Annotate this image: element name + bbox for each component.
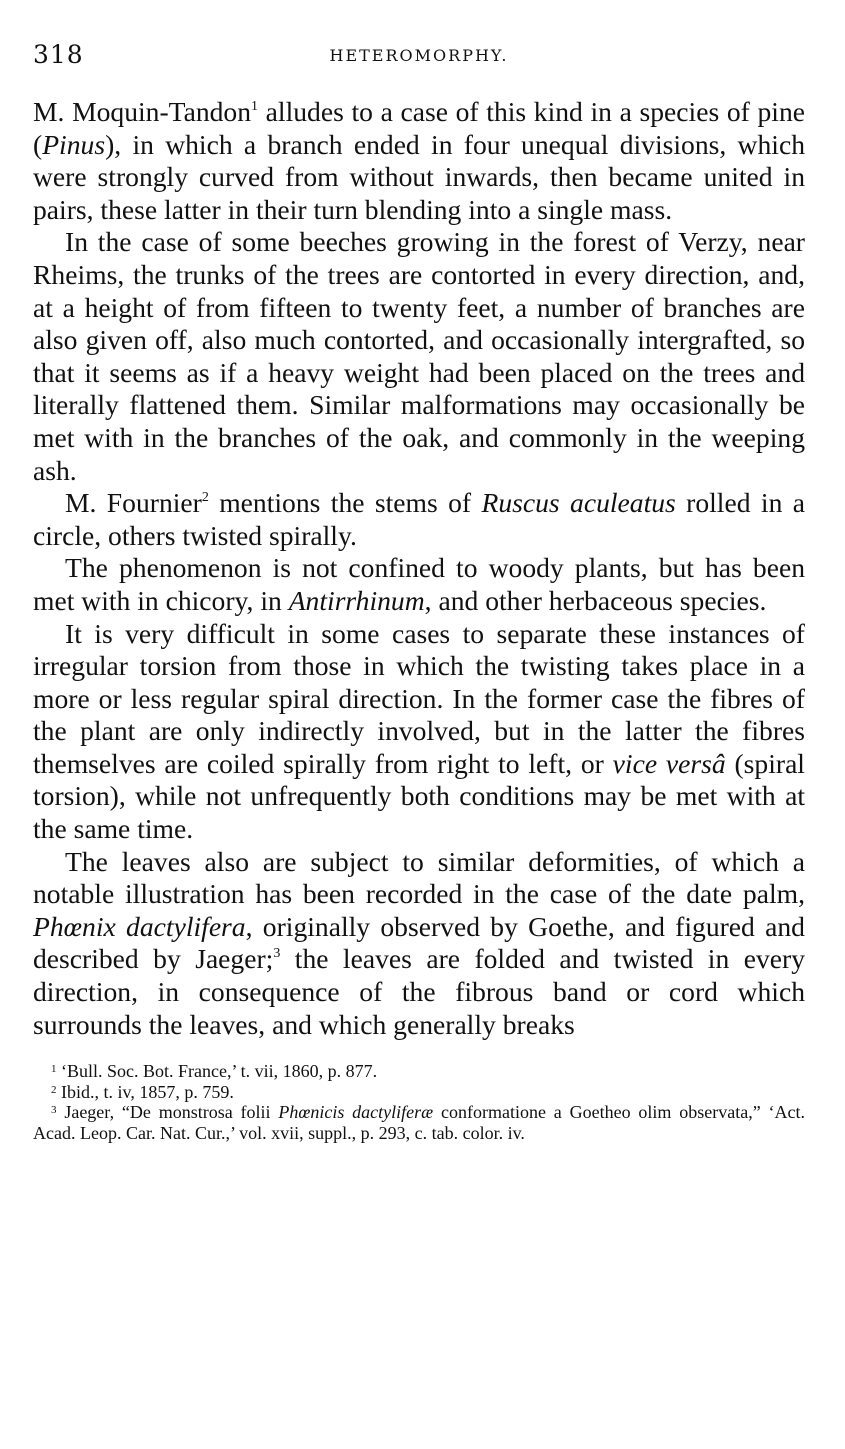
running-head: HETEROMORPHY. — [329, 46, 509, 65]
text-run: It is very difficult in some cases to separate these instances of irregular torsion from those in which the twisting takes place in a more or less regular spiral direction. In the former case the fibres of the plant are only indirectly involved, but in the latter the fibres themselves are coiled spirally from right to left, or — [33, 617, 805, 779]
paragraph — [33, 552, 805, 617]
text-run: ), in which a branch ended in four unequal divisions, which were strongly curved from without inwards, then became united in pairs, these latter in their turn blending into a single mass. — [33, 128, 805, 225]
footnote — [33, 1061, 805, 1082]
footnote-marker: 1 — [251, 99, 259, 114]
footnote-marker: 1 — [51, 1063, 57, 1076]
footnote — [33, 1102, 805, 1143]
italic-term: Phœnicis dactyliferæ — [278, 1102, 434, 1123]
text-run: Ibid., t. iv, 1857, p. 759. — [56, 1081, 234, 1102]
footnote-marker: 3 — [51, 1104, 57, 1117]
text-run: rolled in a circle, others twisted spirally. — [33, 487, 805, 551]
paragraph — [33, 487, 805, 552]
italic-term: Phœnix dactylifera — [33, 910, 246, 942]
italic-term: Ruscus aculeatus — [481, 487, 676, 519]
italic-term: Antirrhinum — [288, 584, 425, 616]
text-run: (spiral torsion), while not unfrequently both conditions may be met with at the same time. — [33, 747, 805, 845]
footnote-marker: 3 — [273, 946, 281, 962]
italic-term: vice versâ — [612, 747, 726, 779]
text-run: mentions the stems of — [208, 487, 482, 519]
page-header — [33, 40, 805, 74]
footnotes — [33, 1061, 805, 1143]
text-run: , originally observed by Goethe, and figured and described by Jaeger; — [33, 910, 805, 975]
paragraph — [33, 96, 805, 226]
text-run: alludes to a case of this kind in a species of pine ( — [33, 96, 805, 160]
paragraph — [33, 846, 805, 1042]
footnote-marker: 2 — [51, 1083, 57, 1096]
page-number: 318 — [33, 40, 84, 69]
body-text — [33, 96, 805, 1041]
text-run: the leaves are folded and twisted in every direction, in consequence of the fibrous band or cord which surrounds the leaves, and which generally breaks — [33, 943, 805, 1040]
text-run: The phenomenon is not confined to woody plants, but has been met with in chicory, in — [33, 552, 805, 616]
text-run: , and other herbaceous species. — [424, 584, 767, 616]
footnote — [33, 1082, 805, 1103]
text-run: The leaves also are subject to similar deformities, of which a notable illustration has been recorded in the case of the date palm, — [33, 845, 805, 910]
paragraph — [33, 618, 805, 846]
text-run: M. Fournier — [65, 487, 202, 519]
paragraph — [33, 226, 805, 487]
text-run: Jaeger, “De monstrosa folii — [56, 1102, 279, 1123]
book-page — [33, 40, 805, 1143]
text-run: conformatione a Goetheo olim observata,” ‘Act. Acad. Leop. Car. Nat. Cur.,’ vol. xvii, suppl., p. 293, c. tab. color. iv. — [33, 1102, 806, 1143]
text-run: ‘Bull. Soc. Bot. France,’ t. vii, 1860, p. 877. — [56, 1061, 378, 1082]
text-run: M. Moquin-Tandon — [33, 96, 252, 127]
footnote-marker: 2 — [201, 490, 209, 506]
italic-term: Pinus — [42, 128, 106, 160]
text-run: In the case of some beeches growing in the forest of Verzy, near Rheims, the trunks of the trees are contorted in every direction, and, at a height of from fifteen to twenty feet, a number of branches are also given off, also much contorted, and occasionally intergrafted, so that it seems as if a heavy weight had been placed on the trees and literally flattened them. Similar malformations may occasionally be met with in the branches of the oak, and commonly in the weeping ash. — [33, 226, 805, 486]
